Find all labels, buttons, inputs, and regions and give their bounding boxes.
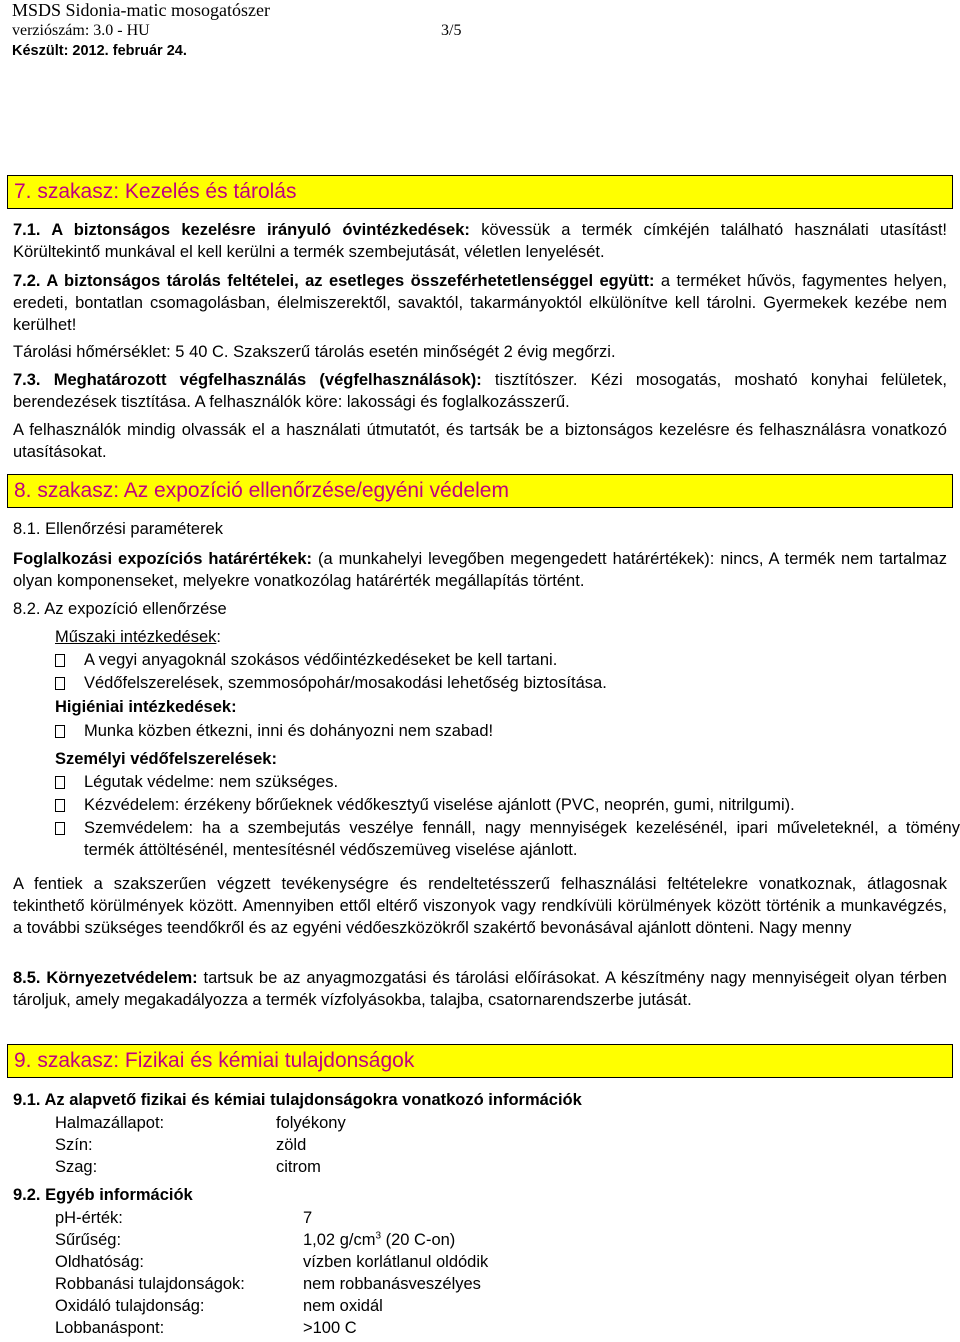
property-value: zöld xyxy=(276,1136,307,1154)
storage-temperature: Tárolási hőmérséklet: 5 40 C. Szakszerű tárolás esetén minőségét 2 évig megőrzi. xyxy=(13,343,616,361)
property-label: Lobbanáspont: xyxy=(55,1319,165,1337)
bullet-icon xyxy=(55,725,65,738)
paragraph-8-1: Foglalkozási expozíciós határértékek: (a munkahelyi levegőben megengedett határértékek): nincs, A termék nem tartalmaz olyan komponenseket, melyekre vonatkozólag határérték megállapítás történt. xyxy=(13,550,947,590)
bullet-icon xyxy=(55,677,65,690)
property-value: folyékony xyxy=(276,1114,346,1132)
property-label: Robbanási tulajdonságok: xyxy=(55,1275,245,1293)
technical-measures-label: Műszaki intézkedések: xyxy=(55,628,222,646)
hygiene-measures-label: Higiéniai intézkedések: xyxy=(55,698,237,716)
property-label: Halmazállapot: xyxy=(55,1114,165,1132)
paragraph-9-2-title: 9.2. Egyéb információk xyxy=(13,1186,193,1204)
property-value: 7 xyxy=(303,1209,313,1227)
section-7-heading: 7. szakasz: Kezelés és tárolás xyxy=(7,175,953,209)
paragraph-8-2-title: 8.2. Az expozíció ellenőrzése xyxy=(13,600,227,618)
paragraph-7-3-note: A felhasználók mindig olvassák el a használati útmutatót, és tartsák be a biztonságos kezelésre és felhasználásra vonatkozó utasításokat. xyxy=(13,421,947,461)
property-value: nem oxidál xyxy=(303,1297,383,1315)
paragraph-7-1: 7.1. A biztonságos kezelésre irányuló óvintézkedések: kövessük a termék címkéjén található használati utasítást! Körültekintő munkával el kell kerülni a termék szembejutását, véletlen lenyelését. xyxy=(13,221,947,261)
property-value: 1,02 $g/cm^3$ (20 C-on) xyxy=(303,1230,456,1249)
bullet-icon xyxy=(55,776,65,789)
section-8-heading: 8. szakasz: Az expozíció ellenőrzése/egyéni védelem xyxy=(7,474,953,508)
property-label: Szag: xyxy=(55,1158,98,1176)
paragraph-9-1-title: 9.1. Az alapvető fizikai és kémiai tulajdonságokra vonatkozó információk xyxy=(13,1091,582,1109)
ppe-label: Személyi védőfelszerelések: xyxy=(55,750,277,768)
property-value: citrom xyxy=(276,1158,321,1176)
version-number: verziószám: 3.0 - HU xyxy=(12,22,150,39)
document-title: MSDS Sidonia-matic mosogatószer xyxy=(12,0,270,20)
paragraph-8-1-title: 8.1. Ellenőrzési paraméterek xyxy=(13,520,224,538)
paragraph-8-note: A fentiek a szakszerűen végzett tevékenységre és rendeltetésszerű felhasználási feltételekre vonatkoznak, átlagosnak tekinthető körülmények között. Amennyiben ettől eltérő viszonyok vagy rendkívüli körülmények között történik a munkavégzés, a további szükséges teendőkről és az egyéni védőeszközökről szakértő bevonásával ajánlott dönteni. Nagy menny xyxy=(13,875,947,937)
bullet-icon xyxy=(55,799,65,812)
prepared-date: Készült: 2012. február 24. xyxy=(12,43,187,59)
property-value: nem robbanásveszélyes xyxy=(303,1275,481,1293)
section-9-heading: 9. szakasz: Fizikai és kémiai tulajdonságok xyxy=(7,1044,953,1078)
property-label: Szín: xyxy=(55,1136,93,1154)
bullet-icon xyxy=(55,822,65,835)
property-label: Oxidáló tulajdonság: xyxy=(55,1297,205,1315)
page-number: 3/5 xyxy=(441,22,462,39)
paragraph-7-2: 7.2. A biztonságos tárolás feltételei, az esetleges összeférhetetlenséggel együtt: a terméket hűvös, fagymentes helyen, eredeti, bontatlan csomagolásban, élelmiszerektől, savaktól, takarmányoktól elkülönítve kell tárolni. Gyermekek kezébe nem kerülhet! xyxy=(13,272,947,334)
bullet-icon xyxy=(55,654,65,667)
property-label: Sűrűség: xyxy=(55,1231,122,1249)
property-label: pH-érték: xyxy=(55,1209,123,1227)
paragraph-8-5: 8.5. Környezetvédelem: tartsuk be az anyagmozgatási és tárolási előírásokat. A készítmény nagy mennyiségeit olyan térben tároljuk, amely megakadályozza a termék vízfolyásokba, talajba, csatornarendszerbe jutását. xyxy=(13,969,947,1009)
property-value: vízben korlátlanul oldódik xyxy=(303,1253,489,1271)
property-label: Oldhatóság: xyxy=(55,1253,144,1271)
paragraph-7-3: 7.3. Meghatározott végfelhasználás (végfelhasználások): tisztítószer. Kézi mosogatás, mosható konyhai felületek, berendezések tisztítása. A felhasználók köre: lakossági és foglalkozásszerű. xyxy=(13,371,947,411)
property-value: >100 C xyxy=(303,1319,357,1337)
